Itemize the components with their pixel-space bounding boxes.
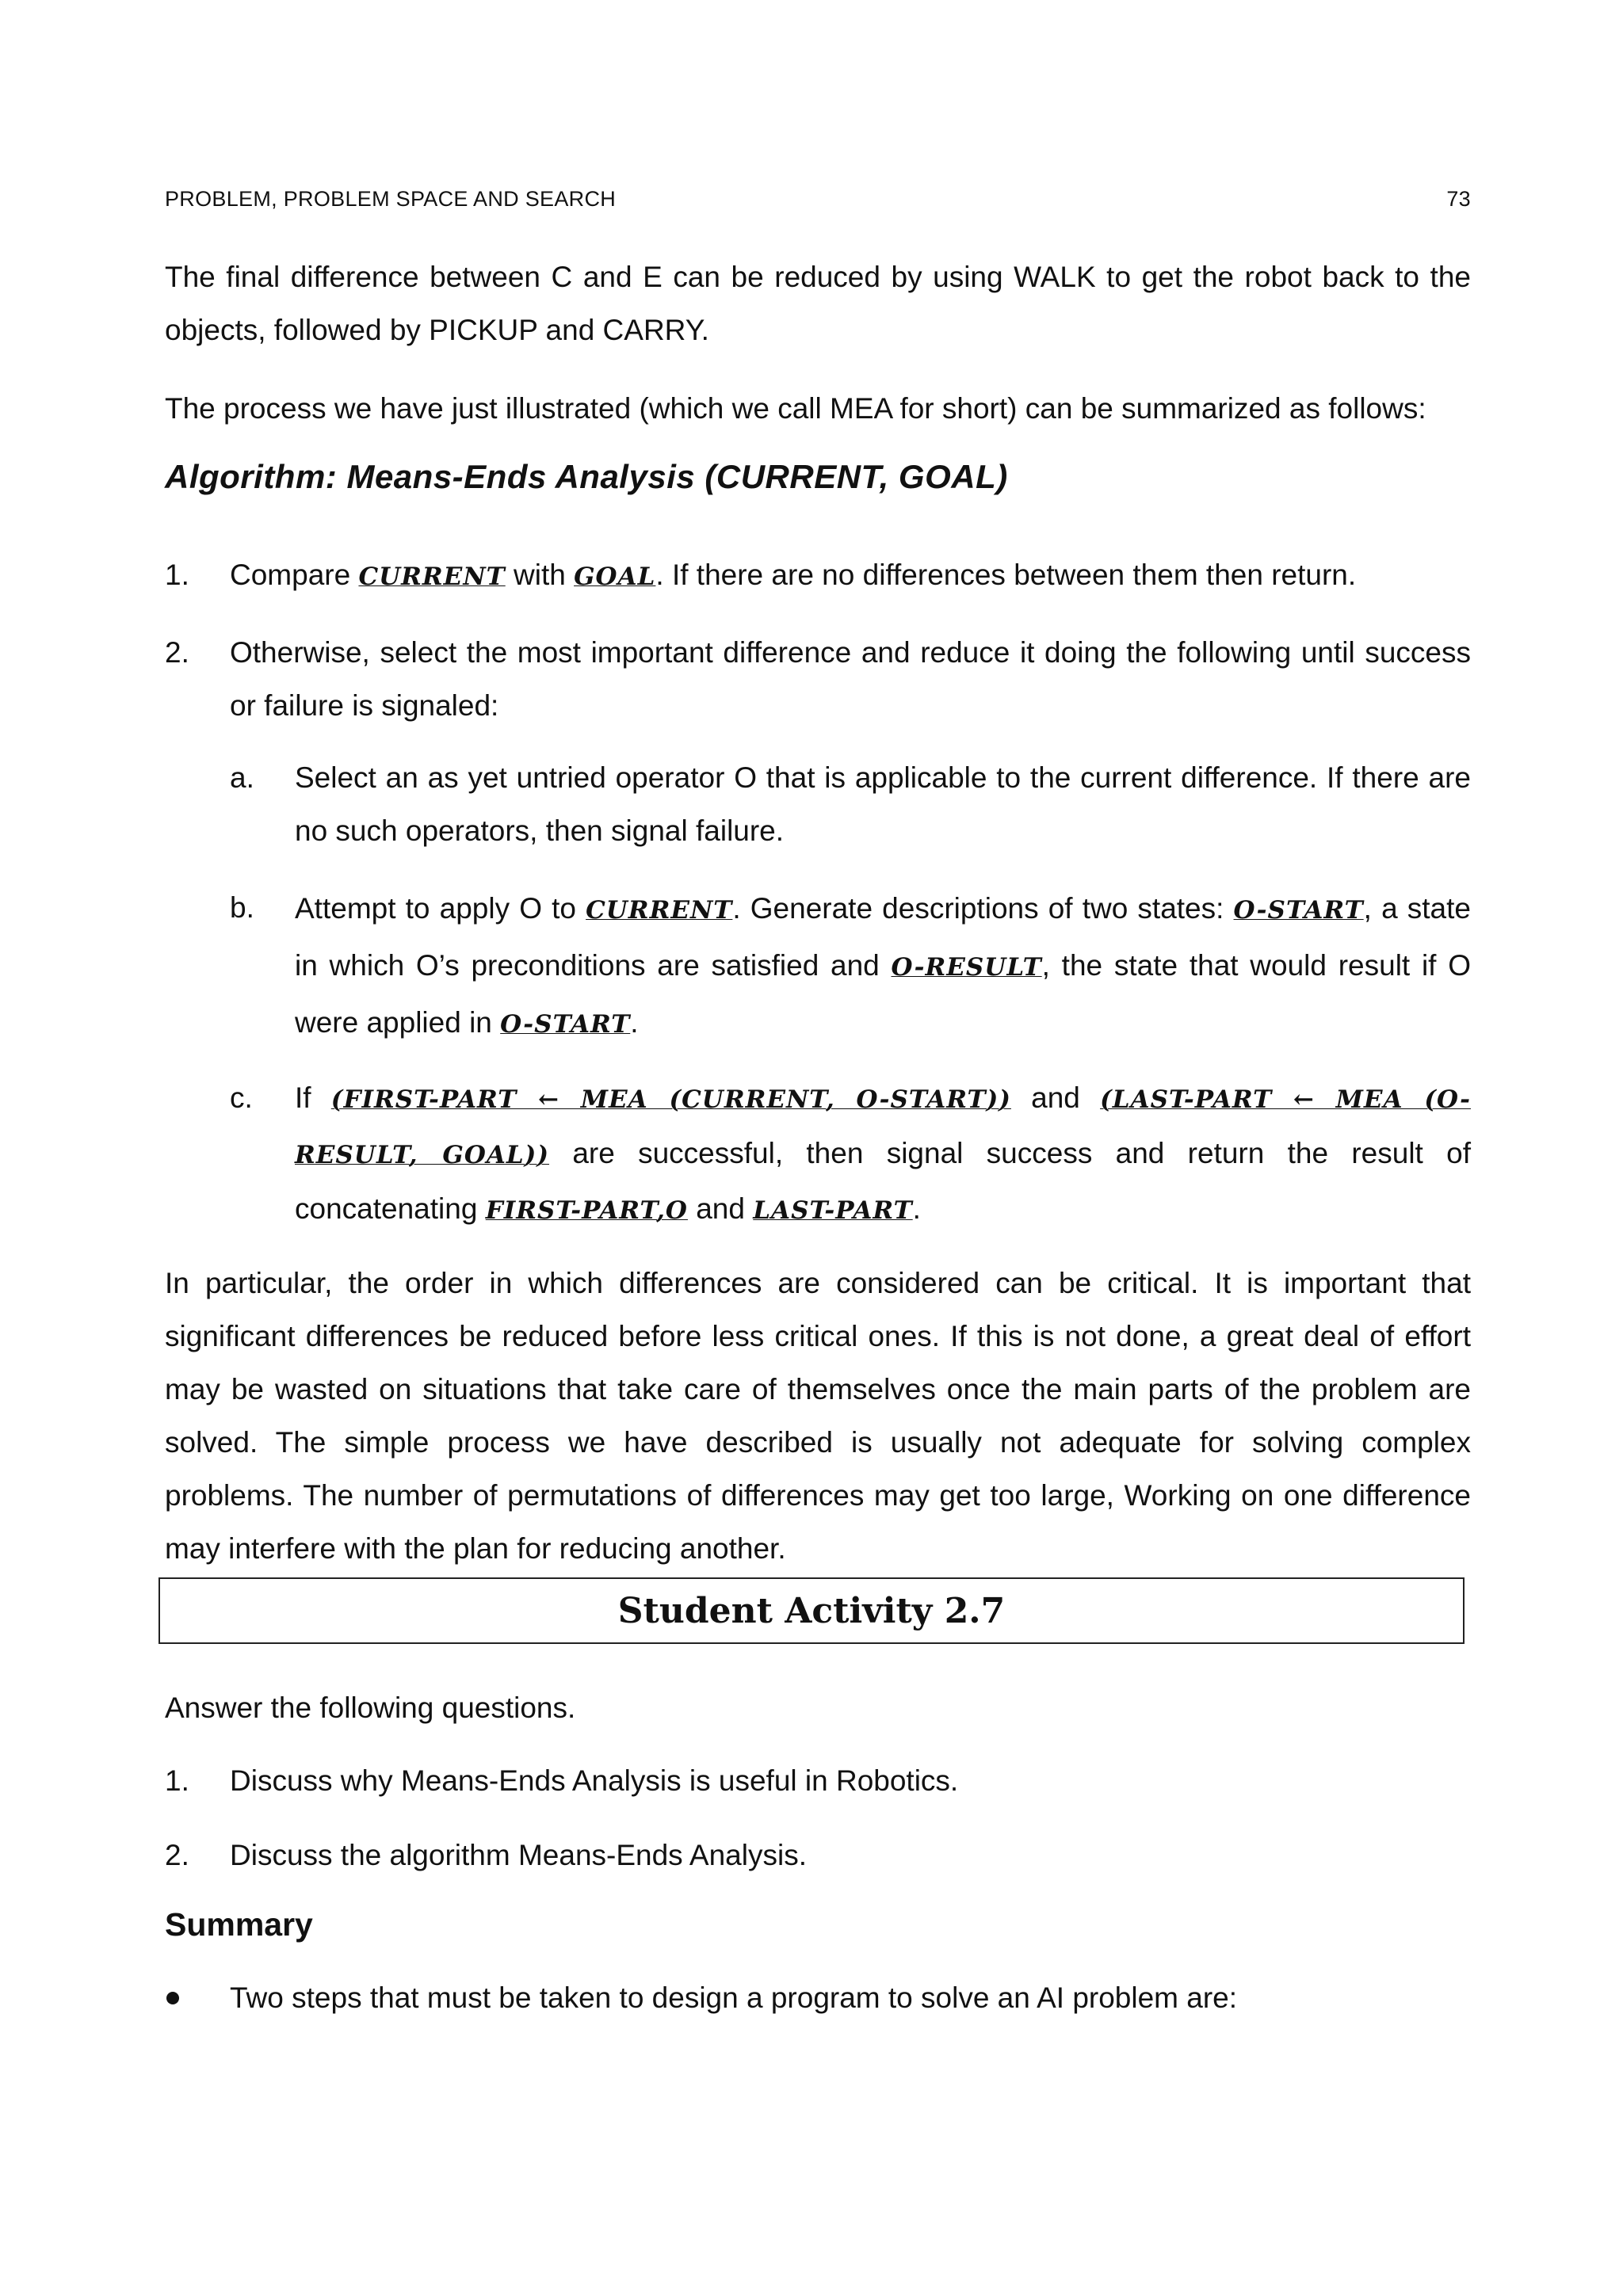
paragraph-1: The final difference between C and E can be reduced by using WALK to get the robot back to the objects, followed by PICKUP and CARRY. (165, 261, 1471, 346)
substep-c-text-d: and (687, 1192, 754, 1225)
substep-c-text (295, 1071, 1471, 1238)
substep-b-text-b: . Generate descriptions of two states: (732, 892, 1234, 925)
substep-b-var-ostart-2: O-START (500, 1010, 631, 1039)
summary-bullet-1: Two steps that must be taken to design a program to solve an AI problem are: (230, 1981, 1238, 2014)
substep-b-text-a: Attempt to apply O to (295, 892, 586, 925)
substep-c-number: c. (230, 1081, 253, 1114)
algorithm-heading: Algorithm: Means-Ends Analysis (CURRENT, GOAL) (165, 458, 1008, 495)
question-1-text: Discuss why Means-Ends Analysis is useful in Robotics. (230, 1764, 959, 1797)
question-1-number: 1. (165, 1764, 189, 1797)
substep-c-var-lastpart: LAST-PART (753, 1196, 913, 1225)
bullet-icon (166, 1992, 179, 2004)
step-2-text: Otherwise, select the most important difference and reduce it doing the following until success or failure is signaled: (230, 636, 1471, 722)
paragraph-2: The process we have just illustrated (which we call MEA for short) can be summarized as follows: (165, 392, 1426, 425)
substep-c-text-a: If (295, 1081, 331, 1114)
step-1-text (230, 548, 1471, 604)
step-1-text-c: . If there are no differences between them then return. (655, 559, 1357, 591)
substep-b-text-e: . (630, 1006, 639, 1039)
question-2-number: 2. (165, 1839, 189, 1871)
substep-b-text-d: , the state that would result if O were applied in (295, 949, 1471, 1039)
substep-c-text-e: . (912, 1192, 921, 1225)
substep-c-text-b: and (1010, 1081, 1101, 1114)
substep-c-expr-last: (LAST-PART ← MEA (O-RESULT, GOAL)) (295, 1085, 1472, 1169)
substep-b-text-c: , a state in which O’s preconditions are satisfied and (295, 892, 1471, 982)
running-header-title: PROBLEM, PROBLEM SPACE AND SEARCH (165, 187, 617, 211)
step-1-number: 1. (165, 559, 189, 591)
substep-b-number: b. (230, 891, 254, 924)
substep-b-var-current: CURRENT (586, 896, 733, 925)
step-1-var-current: CURRENT (358, 563, 506, 591)
substep-a-number: a. (230, 761, 254, 794)
substep-b-var-ostart: O-START (1233, 896, 1364, 925)
substep-c-text-c: are successful, then signal success and return the result of concatenating (295, 1137, 1471, 1225)
paragraph-3: In particular, the order in which differences are considered can be critical. It is important that significant differences be reduced before less critical ones. If this is not done, a great deal of effort may be wasted on situations that take care of themselves once the main parts of the problem are solved. The simple process we have described is usually not adequate for solving complex problems. The number of permutations of differences may get too large, Working on one difference may interfere with the plan for reducing another. (165, 1267, 1471, 1565)
substep-c-expr-first: (FIRST-PART ← MEA (CURRENT, O-START)) (330, 1085, 1011, 1114)
running-header (165, 187, 1471, 212)
step-1-var-goal: GOAL (574, 563, 656, 591)
step-1-text-a: Compare (230, 559, 359, 591)
substep-b-var-oresult: O-RESULT (891, 953, 1042, 982)
question-2-text: Discuss the algorithm Means-Ends Analysis. (230, 1839, 807, 1871)
activity-intro: Answer the following questions. (165, 1691, 576, 1724)
summary-heading: Summary (165, 1906, 313, 1943)
student-activity-title: Student Activity 2.7 (617, 1590, 1006, 1631)
step-2-number: 2. (165, 636, 189, 669)
substep-a-text: Select an as yet untried operator O that is applicable to the current difference. If there are no such operators, then signal failure. (295, 761, 1471, 847)
substep-c-var-firstpart: FIRST-PART,O (485, 1196, 688, 1225)
student-activity-box (158, 1577, 1465, 1644)
page-number: 73 (1446, 187, 1471, 211)
substep-b-text (295, 881, 1471, 1052)
step-1-text-b: with (505, 559, 575, 591)
